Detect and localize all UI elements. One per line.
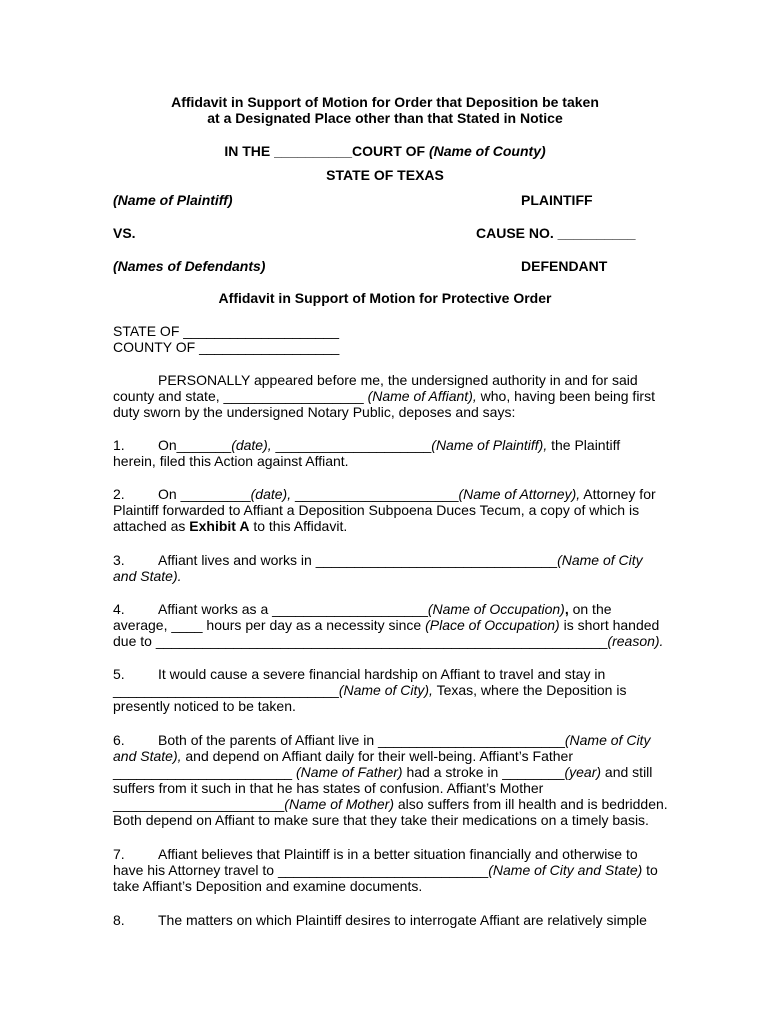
p6-city: (Name of City: [564, 732, 651, 748]
p6-year: (year): [564, 764, 602, 780]
affidavit-subtitle: Affidavit in Support of Motion for Protective Order: [218, 290, 552, 306]
paragraph-2: [113, 486, 656, 534]
plaintiff-name: (Name of Plaintiff): [113, 192, 233, 208]
p2-line-3c: to this Affidavit.: [249, 518, 348, 534]
p1-blank: ____________________: [271, 437, 432, 453]
court-line: [100, 143, 670, 159]
p6-line-4: suffers from it such in that he has states of confusion. Affiant’s Mother: [113, 780, 544, 796]
plaintiff-label: PLAINTIFF: [521, 192, 593, 208]
p3-line-2: and State).: [113, 568, 182, 584]
p6-line-3a: _______________________: [113, 764, 296, 780]
p5-city: (Name of City),: [338, 682, 433, 698]
venue-state: STATE OF ____________________: [113, 323, 339, 339]
p1-on: On_______: [158, 437, 232, 453]
title-line-1: Affidavit in Support of Motion for Order that Deposition be taken: [171, 94, 599, 110]
p5-line-2c: Texas, where the Deposition is: [432, 682, 627, 698]
p6-father: (Name of Father): [295, 764, 403, 780]
p5-line-2a: _____________________________: [113, 682, 339, 698]
paragraph-8: [113, 912, 653, 928]
paragraph-5: [113, 666, 653, 714]
p4-place: (Place of Occupation): [425, 617, 560, 633]
title-line-2: at a Designated Place other than that Stated in Notice: [207, 110, 563, 126]
p6-mother: (Name of Mother): [284, 796, 394, 812]
p7-line-2c: to: [642, 862, 658, 878]
paragraph-7: [113, 846, 658, 894]
p1-plaintiff: the Plaintiff: [547, 437, 621, 453]
p2-line-2: Plaintiff forwarded to Affiant a Deposition Subpoena Duces Tecum, a copy of which is: [113, 502, 640, 518]
paragraph-number: 1.: [113, 437, 125, 453]
intro-line-3: duty sworn by the undersigned Notary Public, deposes and says:: [113, 404, 516, 420]
p1-line-2: herein, filed this Action against Affiant.: [113, 453, 349, 469]
p2-attorney-name: (Name of Attorney),: [458, 486, 581, 502]
p7-line-1: Affiant believes that Plaintiff is in a better situation financially and otherwise to: [158, 846, 638, 862]
p2-attorney-for: Attorney for: [580, 486, 656, 502]
p4-on-the: on the: [568, 601, 612, 617]
defendant-label: DEFENDANT: [521, 258, 608, 274]
p6-line-5c: also suffers from ill health and is bedridden.: [394, 796, 668, 812]
document-title: [100, 94, 670, 126]
p7-city-state: (Name of City and State): [488, 862, 643, 878]
intro-line-1: PERSONALLY appeared before me, the undersigned authority in and for said: [158, 372, 638, 388]
p4-occupation: (Name of Occupation): [427, 601, 565, 617]
intro-line-2a: county and state, __________________: [113, 388, 368, 404]
intro-line-2c: who, having been being first: [476, 388, 655, 404]
paragraph-number: 3.: [113, 552, 125, 568]
p4-line-2c: is short handed: [559, 617, 660, 633]
p4-comma: ,: [564, 601, 569, 617]
p6-line-6: Both depend on Affiant to make sure that they take their medications on a timely basis.: [113, 812, 649, 828]
paragraph-number: 8.: [113, 912, 125, 928]
p6-line-3e: and still: [601, 764, 653, 780]
p2-date: (date),: [250, 486, 292, 502]
court-state: STATE OF TEXAS: [326, 167, 444, 183]
defendant-name: (Names of Defendants): [113, 258, 266, 274]
p1-plaintiff-name: (Name of Plaintiff),: [431, 437, 548, 453]
paragraph-number: 6.: [113, 732, 125, 748]
paragraph-number: 4.: [113, 601, 125, 617]
paragraph-number: 7.: [113, 846, 125, 862]
p6-line-2b: and depend on Affiant daily for their well-being. Affiant’s Father: [181, 748, 573, 764]
p6-line-3c: had a stroke in ________: [402, 764, 565, 780]
p5-line-3: presently noticed to be taken.: [113, 698, 296, 714]
vs-label: VS.: [113, 225, 136, 241]
paragraph-3: [113, 552, 653, 584]
paragraph-4: [113, 601, 664, 649]
court-county: (Name of County): [428, 143, 546, 159]
p1-date: (date),: [231, 437, 272, 453]
p4-line-3a: due to __________________________________________________________: [113, 633, 608, 649]
p4-reason: (reason).: [607, 633, 664, 649]
p7-line-2a: have his Attorney travel to ___________________________: [113, 862, 489, 878]
venue-block: [113, 323, 653, 355]
p6-line-5a: ______________________: [113, 796, 285, 812]
paragraph-6: [113, 732, 668, 828]
p5-line-1: It would cause a severe financial hardship on Affiant to travel and stay in: [158, 666, 606, 682]
p2-blank: _____________________: [291, 486, 459, 502]
intro-paragraph: [113, 372, 653, 420]
p8-line-1: The matters on which Plaintiff desires to interrogate Affiant are relatively simple: [158, 912, 647, 928]
p2-exhibit: Exhibit A: [189, 518, 250, 534]
p6-line-1: Both of the parents of Affiant live in ________________________: [158, 732, 565, 748]
p4-line-2a: average, ____ hours per day as a necessity since: [113, 617, 426, 633]
p2-on: On _________: [158, 486, 251, 502]
p7-line-3: take Affiant’s Deposition and examine documents.: [113, 878, 423, 894]
venue-county: COUNTY OF __________________: [113, 339, 340, 355]
intro-affiant-name: (Name of Affiant),: [367, 388, 477, 404]
paragraph-number: 5.: [113, 666, 125, 682]
p4-line-1: Affiant works as a ____________________: [158, 601, 428, 617]
p6-state: and State),: [113, 748, 182, 764]
court-prefix: IN THE __________COURT OF: [224, 143, 429, 159]
p2-line-3a: attached as: [113, 518, 190, 534]
cause-number: CAUSE NO. __________: [476, 225, 636, 241]
p3-line-1: Affiant lives and works in _______________________________: [158, 552, 558, 568]
paragraph-1: [113, 437, 653, 469]
p3-city: (Name of City: [557, 552, 643, 568]
paragraph-number: 2.: [113, 486, 125, 502]
